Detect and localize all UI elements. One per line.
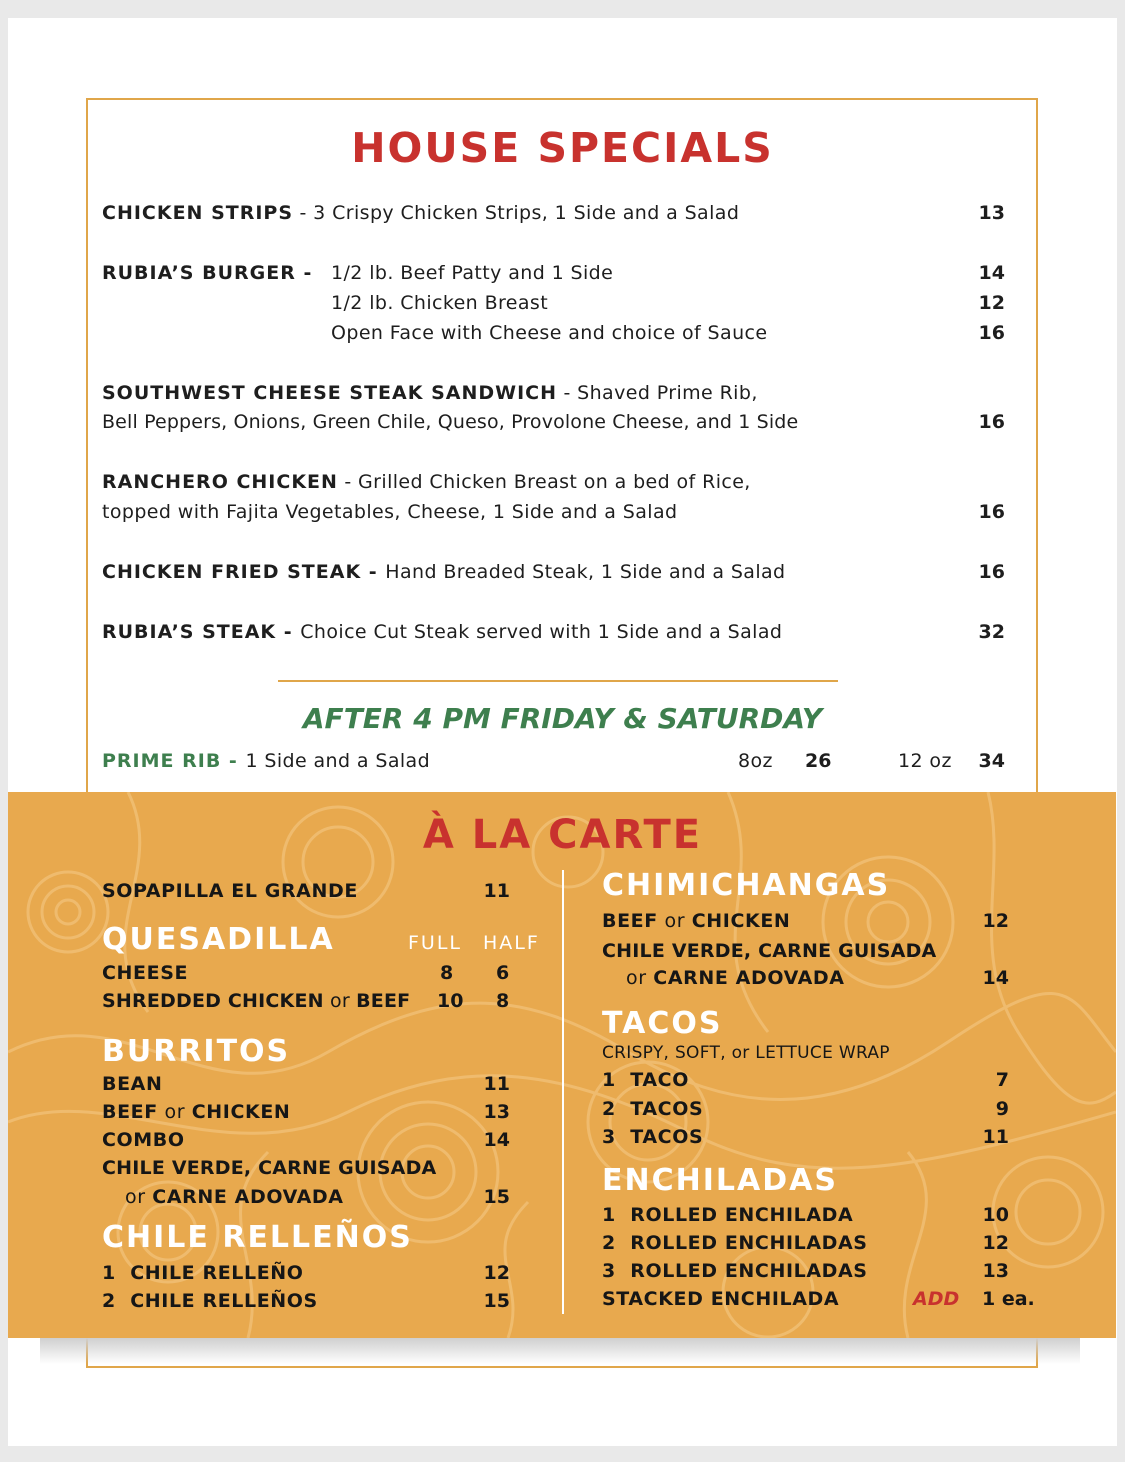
- quesadilla-cheese-full: 8: [440, 962, 454, 984]
- burger-item: RUBIA’S BURGER -: [102, 262, 313, 284]
- burrito-beef-price: 13: [483, 1101, 510, 1123]
- chimi-beef-price: 12: [982, 910, 1009, 932]
- burger-price-2: 12: [978, 292, 1005, 314]
- taco-one-price: 7: [995, 1069, 1009, 1091]
- burger-line-2: 1/2 lb. Chicken Breast: [331, 292, 549, 314]
- chicken-strips-price: 13: [978, 202, 1005, 224]
- enchilada-two-item: 2 ROLLED ENCHILADAS: [602, 1232, 868, 1254]
- chimi-chile-item-line-2: or CARNE ADOVADA: [626, 967, 845, 989]
- prime-rib-item: PRIME RIB - 1 Side and a Salad: [102, 750, 431, 772]
- quesadilla-cheese-item: CHEESE: [102, 962, 189, 984]
- quesadilla-half-header: HALF: [483, 932, 540, 954]
- enchilada-two-price: 12: [982, 1232, 1009, 1254]
- section-divider: [278, 680, 838, 682]
- burrito-bean-item: BEAN: [102, 1073, 163, 1095]
- chimichangas-heading: CHIMICHANGAS: [602, 868, 891, 903]
- taco-one-item: 1 TACO: [602, 1069, 689, 1091]
- prime-rib-size-2: 12 oz: [898, 750, 952, 772]
- burrito-beef-item: BEEF or CHICKEN: [102, 1101, 291, 1123]
- chimi-chile-price: 14: [982, 967, 1009, 989]
- house-specials-title: HOUSE SPECIALS: [351, 124, 774, 172]
- rubias-steak-price: 32: [978, 621, 1005, 643]
- sopapilla-price: 11: [483, 880, 510, 902]
- fried-steak-price: 16: [978, 561, 1005, 583]
- quesadilla-chicken-full: 10: [437, 990, 464, 1012]
- cheese-steak-price: 16: [978, 411, 1005, 433]
- quesadilla-full-header: FULL: [408, 932, 463, 954]
- enchilada-one-item: 1 ROLLED ENCHILADA: [602, 1204, 854, 1226]
- burrito-combo-item: COMBO: [102, 1129, 185, 1151]
- band-shadow: [40, 1338, 1080, 1364]
- burger-price-1: 14: [978, 262, 1005, 284]
- burrito-chile-price: 15: [483, 1186, 510, 1208]
- relleno-two-item: 2 CHILE RELLEÑOS: [102, 1290, 318, 1312]
- stacked-enchilada-item: STACKED ENCHILADA: [602, 1288, 840, 1310]
- prime-rib-price-2: 34: [978, 750, 1005, 772]
- column-divider: [562, 870, 564, 1314]
- quesadilla-chicken-item: SHREDDED CHICKEN or BEEF: [102, 990, 411, 1012]
- cheese-steak-desc: Bell Peppers, Onions, Green Chile, Queso, Provolone Cheese, and 1 Side: [102, 411, 799, 433]
- tacos-heading: TACOS: [602, 1006, 723, 1041]
- stacked-enchilada-add: ADD: [913, 1288, 960, 1310]
- taco-two-price: 9: [995, 1098, 1009, 1120]
- chicken-strips-item: CHICKEN STRIPS - 3 Crispy Chicken Strips, 1 Side and a Salad: [102, 202, 740, 224]
- chile-rellenos-heading: CHILE RELLEÑOS: [102, 1220, 413, 1255]
- a-la-carte-heading: À LA CARTE: [422, 812, 703, 858]
- burrito-chile-item-line-2: or CARNE ADOVADA: [125, 1186, 344, 1208]
- tacos-subheading: CRISPY, SOFT, or LETTUCE WRAP: [602, 1043, 890, 1063]
- prime-rib-price-1: 26: [805, 750, 832, 772]
- stacked-enchilada-price: 1 ea.: [982, 1288, 1035, 1310]
- taco-two-item: 2 TACOS: [602, 1098, 704, 1120]
- relleno-one-item: 1 CHILE RELLEÑO: [102, 1262, 304, 1284]
- burger-price-3: 16: [978, 322, 1005, 344]
- rubias-steak-item: RUBIA’S STEAK - Choice Cut Steak served with 1 Side and a Salad: [102, 621, 783, 643]
- chimi-beef-item: BEEF or CHICKEN: [602, 910, 791, 932]
- enchiladas-heading: ENCHILADAS: [602, 1163, 838, 1198]
- quesadilla-chicken-half: 8: [496, 990, 510, 1012]
- chimi-chile-item: CHILE VERDE, CARNE GUISADA: [602, 940, 937, 962]
- relleno-one-price: 12: [483, 1262, 510, 1284]
- cheese-steak-item: SOUTHWEST CHEESE STEAK SANDWICH - Shaved Prime Rib,: [102, 382, 758, 404]
- ranchero-item: RANCHERO CHICKEN - Grilled Chicken Breast on a bed of Rice,: [102, 471, 751, 493]
- relleno-two-price: 15: [483, 1290, 510, 1312]
- fried-steak-item: CHICKEN FRIED STEAK - Hand Breaded Steak, 1 Side and a Salad: [102, 561, 786, 583]
- taco-three-item: 3 TACOS: [602, 1126, 704, 1148]
- ranchero-desc: topped with Fajita Vegetables, Cheese, 1 Side and a Salad: [102, 501, 678, 523]
- prime-rib-size-1: 8oz: [738, 750, 773, 772]
- enchilada-three-price: 13: [982, 1260, 1009, 1282]
- burger-line-1: 1/2 lb. Beef Patty and 1 Side: [331, 262, 614, 284]
- burrito-combo-price: 14: [483, 1129, 510, 1151]
- sopapilla-item: SOPAPILLA EL GRANDE: [102, 880, 358, 902]
- after-hours-heading: AFTER 4 PM FRIDAY & SATURDAY: [302, 702, 823, 735]
- ranchero-price: 16: [978, 501, 1005, 523]
- burrito-chile-item: CHILE VERDE, CARNE GUISADA: [102, 1157, 437, 1179]
- burritos-heading: BURRITOS: [102, 1034, 291, 1069]
- taco-three-price: 11: [982, 1126, 1009, 1148]
- enchilada-three-item: 3 ROLLED ENCHILADAS: [602, 1260, 868, 1282]
- burrito-bean-price: 11: [483, 1073, 510, 1095]
- quesadilla-heading: QUESADILLA: [102, 922, 335, 957]
- quesadilla-cheese-half: 6: [496, 962, 510, 984]
- burger-line-3: Open Face with Cheese and choice of Sauce: [331, 322, 768, 344]
- enchilada-one-price: 10: [982, 1204, 1009, 1226]
